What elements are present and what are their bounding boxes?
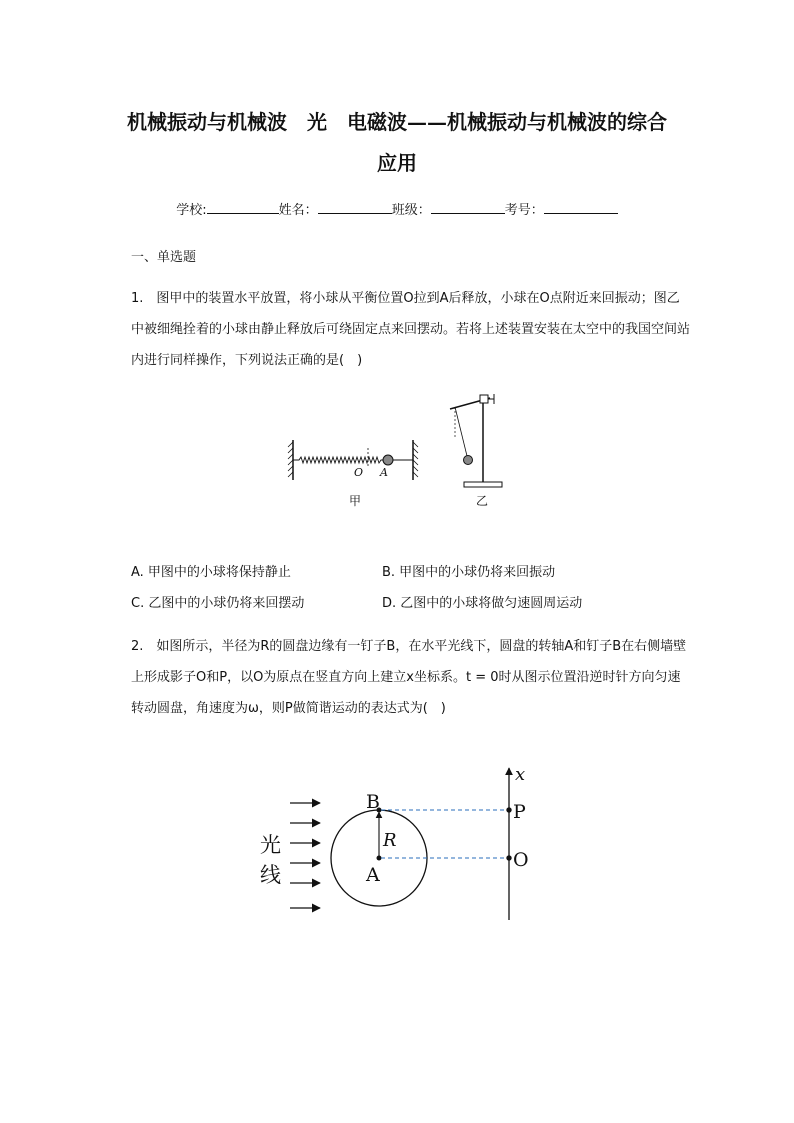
exam-number-label: 考号： [504, 203, 544, 218]
ball-a [383, 455, 393, 465]
label-a: A [380, 466, 388, 479]
q1-option-b[interactable]: B. 甲图中的小球仍将来回振动 [382, 565, 556, 580]
class-label: 班级： [391, 203, 431, 218]
caption-yi: 乙 [476, 494, 489, 508]
student-info-row [0, 199, 794, 218]
question-1-text: 1. 图甲中的装置水平放置，将小球从平衡位置O拉到A后释放，小球在O点附近来回振动；图乙中被细绳拴着的小球由静止释放后可绕固定点来回摆动。若将上述装置安装在太空中的我国空间站内进行同样操作，下列说法正确的是( ) [131, 291, 691, 368]
light-label-1: 光 [260, 833, 281, 857]
light-rays [290, 803, 320, 908]
label-o: O [513, 849, 529, 871]
label-x-axis: x [515, 764, 526, 785]
label-o: O [354, 466, 364, 479]
question-1-figure [285, 388, 525, 518]
page-title-line-1: 机械振动与机械波 光 电磁波——机械振动与机械波的综合 [127, 110, 667, 134]
class-blank[interactable] [431, 200, 505, 214]
q1-option-c[interactable]: C. 乙图中的小球仍将来回摆动 [131, 596, 305, 611]
caption-jia: 甲 [349, 494, 362, 508]
question-2-figure [250, 760, 540, 930]
label-p: P [513, 801, 526, 823]
page-title-line-2: 应用 [377, 151, 417, 175]
label-b: B [366, 791, 380, 813]
name-blank[interactable] [318, 200, 392, 214]
name-label: 姓名： [278, 203, 318, 218]
question-2-text: 2. 如图所示，半径为R的圆盘边缘有一钉子B，在水平光线下，圆盘的转轴A和钉子B在右侧墙壁上形成影子O和P，以O为原点在竖直方向上建立x坐标系。t = 0时从图示位置沿逆时针方向匀速转动圆盘，角速度为ω，则P做简谐运动的表达式为( ) [131, 639, 687, 716]
spring [293, 457, 383, 463]
school-label: 学校: [176, 203, 207, 218]
label-r: R [383, 830, 397, 851]
exam-number-blank[interactable] [544, 200, 618, 214]
label-a: A [366, 864, 380, 886]
pendulum-ball [464, 456, 473, 465]
q1-option-d[interactable]: D. 乙图中的小球将做匀速圆周运动 [382, 596, 583, 611]
q1-option-a[interactable]: A. 甲图中的小球将保持静止 [131, 565, 291, 580]
school-blank[interactable] [207, 200, 279, 214]
section-title: 一、单选题 [131, 250, 197, 265]
light-label-2: 线 [260, 863, 281, 887]
